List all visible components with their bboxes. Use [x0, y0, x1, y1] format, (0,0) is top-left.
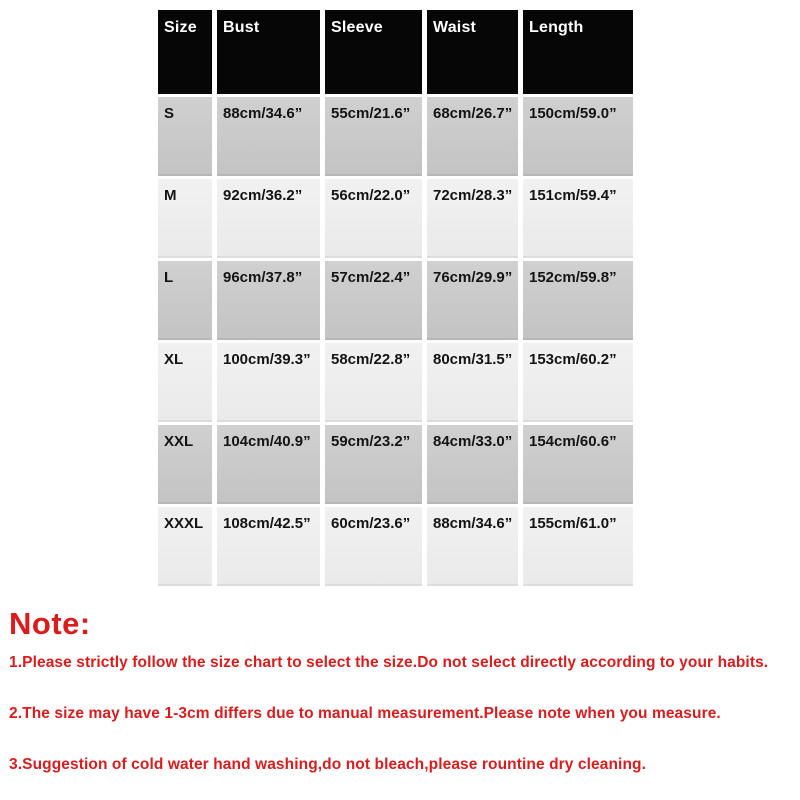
size-chart-table: [158, 10, 633, 586]
table-cell: 88cm/34.6”: [427, 507, 518, 586]
table-cell: 154cm/60.6”: [523, 425, 633, 504]
table-cell: 56cm/22.0”: [325, 179, 422, 258]
table-cell: 55cm/21.6”: [325, 97, 422, 176]
table-cell: 59cm/23.2”: [325, 425, 422, 504]
table-cell: 60cm/23.6”: [325, 507, 422, 586]
table-cell: 80cm/31.5”: [427, 343, 518, 422]
table-cell: 104cm/40.9”: [217, 425, 320, 504]
table-cell: 92cm/36.2”: [217, 179, 320, 258]
header-cell-waist: Waist: [427, 10, 518, 94]
table-cell: 88cm/34.6”: [217, 97, 320, 176]
table-cell: 100cm/39.3”: [217, 343, 320, 422]
header-cell-bust: Bust: [217, 10, 320, 94]
table-cell-size-m: M: [158, 179, 212, 258]
note-line-2: 2.The size may have 1-3cm differs due to manual measurement.Please note when you measure.: [9, 705, 721, 722]
table-cell: 152cm/59.8”: [523, 261, 633, 340]
table-cell: 108cm/42.5”: [217, 507, 320, 586]
table-cell: 153cm/60.2”: [523, 343, 633, 422]
table-cell: 84cm/33.0”: [427, 425, 518, 504]
table-cell: 150cm/59.0”: [523, 97, 633, 176]
table-cell: 58cm/22.8”: [325, 343, 422, 422]
table-cell-size-xxxl: XXXL: [158, 507, 212, 586]
table-cell: 57cm/22.4”: [325, 261, 422, 340]
note-title: Note:: [9, 606, 91, 641]
table-cell: 68cm/26.7”: [427, 97, 518, 176]
table-cell-size-s: S: [158, 97, 212, 176]
table-cell-size-xxl: XXL: [158, 425, 212, 504]
table-cell: 72cm/28.3”: [427, 179, 518, 258]
table-cell: 96cm/37.8”: [217, 261, 320, 340]
table-cell: 76cm/29.9”: [427, 261, 518, 340]
header-cell-sleeve: Sleeve: [325, 10, 422, 94]
table-cell: 151cm/59.4”: [523, 179, 633, 258]
table-cell-size-l: L: [158, 261, 212, 340]
note-line-3: 3.Suggestion of cold water hand washing,do not bleach,please rountine dry cleaning.: [9, 756, 646, 773]
header-cell-size: Size: [158, 10, 212, 94]
header-cell-length: Length: [523, 10, 633, 94]
table-cell: 155cm/61.0”: [523, 507, 633, 586]
table-cell-size-xl: XL: [158, 343, 212, 422]
note-line-1: 1.Please strictly follow the size chart to select the size.Do not select directly according to your habits.: [9, 654, 769, 671]
